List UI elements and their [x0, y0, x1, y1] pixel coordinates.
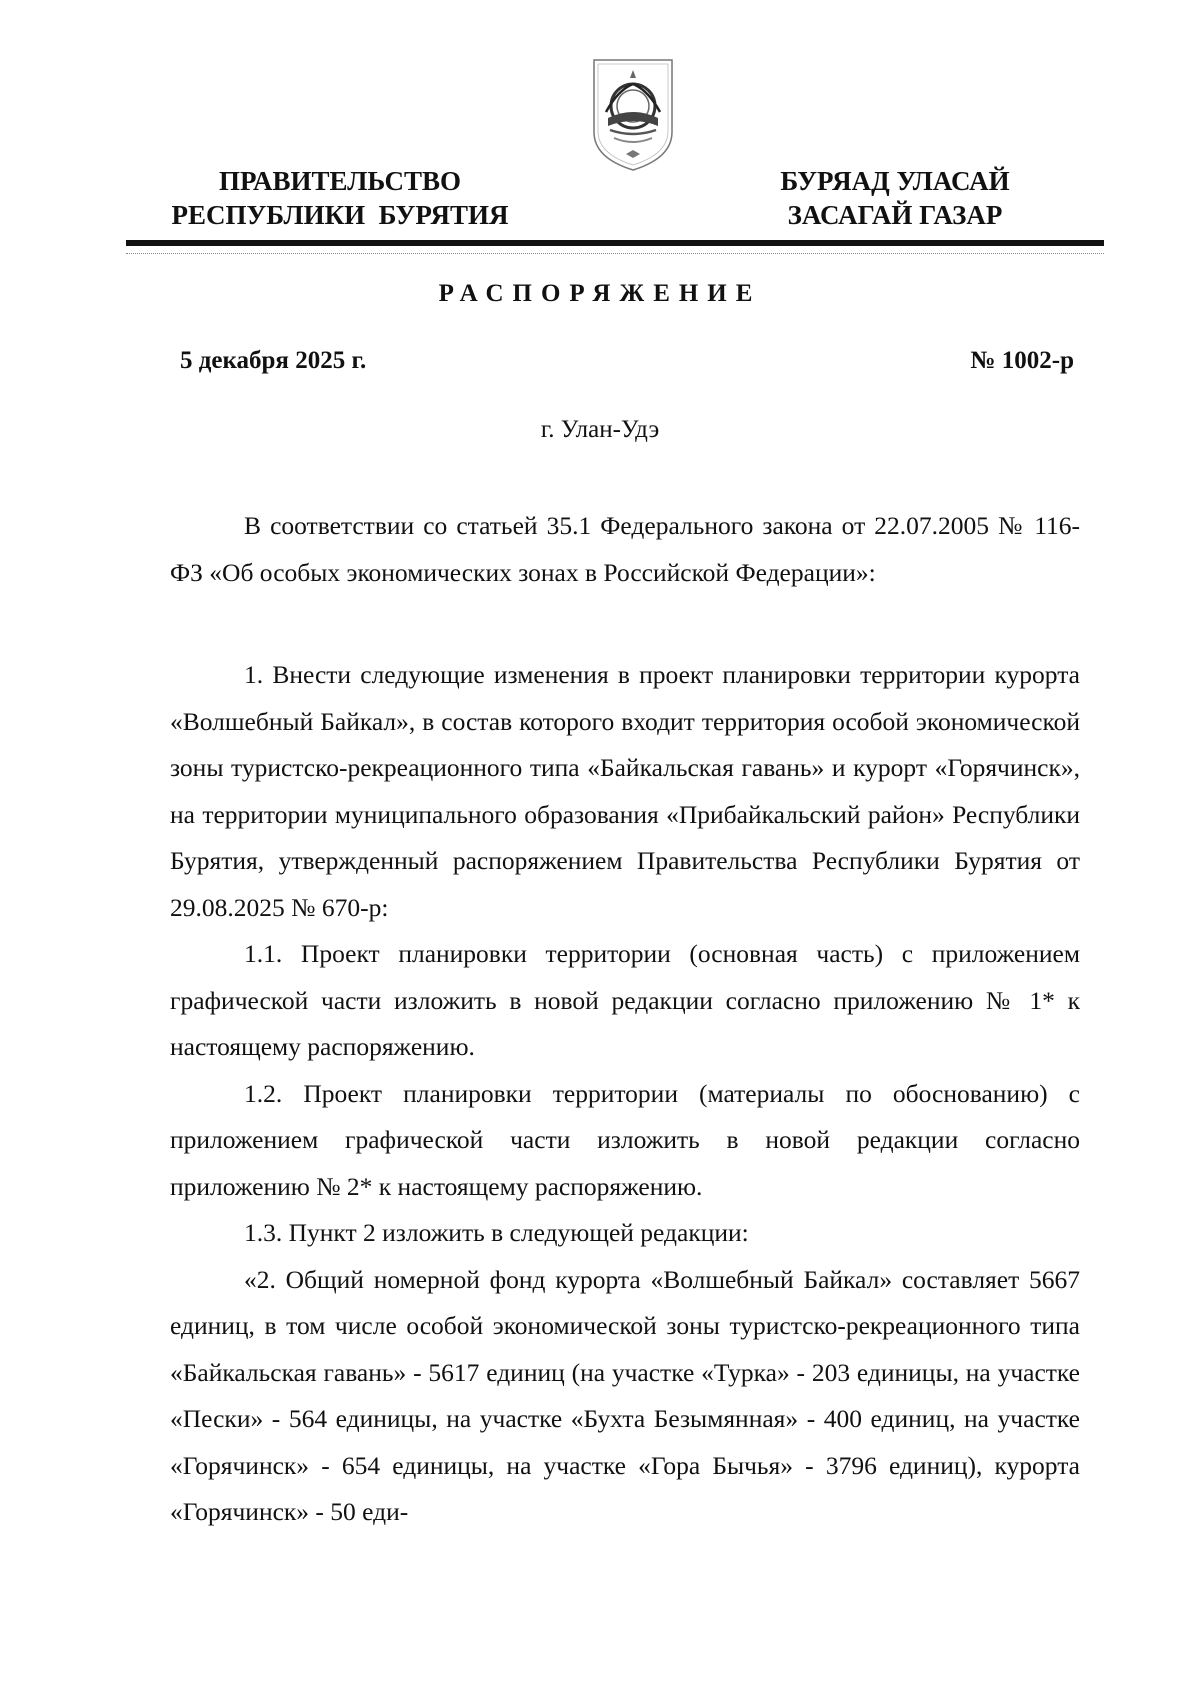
document-body	[170, 652, 1080, 1536]
document-date: 5 декабря 2025 г.	[180, 347, 367, 374]
paragraph-1-3: 1.3. Пункт 2 изложить в следующей редакции:	[244, 1218, 749, 1247]
document-number: № 1002-р	[970, 347, 1074, 374]
paragraph-1: 1. Внести следующие изменения в проект планировки территории курорта «Волшебный Байкал», в состав которого входит территория особой экономической зоны туристско-рекреационного типа «Байкальская гавань» и курорт «Горячинск», на территории муниципального образования «Прибайкальский район» Республики Бурятия, утвержденный распоряжением Правительства Республики Бурятия от 29.08.2025 № 670-р:	[170, 660, 1080, 922]
organization-name-russian	[150, 164, 530, 232]
header-divider-thin	[126, 253, 1104, 256]
preamble	[170, 503, 1080, 596]
org-ru-line-1: ПРАВИТЕЛЬСТВО	[218, 166, 462, 196]
header-divider-thick	[126, 240, 1104, 246]
document-city: г. Улан-Удэ	[540, 416, 660, 443]
paragraph-1-2: 1.2. Проект планировки территории (материалы по обоснованию) с приложением графической части изложить в новой редакции согласно приложению № 2* к настоящему распоряжению.	[170, 1078, 1080, 1201]
coat-of-arms-emblem	[588, 54, 678, 176]
organization-name-buryat	[760, 164, 1030, 232]
preamble-text: В соответствии со статьей 35.1 Федерального закона от 22.07.2005 № 116-ФЗ «Об особых экономических зонах в Российской Федерации»:	[170, 511, 1080, 587]
org-bu-line-2: ЗАСАГАЙ ГАЗАР	[787, 200, 1003, 230]
org-ru-line-2: РЕСПУБЛИКИ БУРЯТИЯ	[171, 200, 509, 230]
document-type-title: РАСПОРЯЖЕНИЕ	[438, 280, 762, 307]
org-bu-line-1: БУРЯАД УЛАСАЙ	[780, 166, 1010, 196]
paragraph-quoted-2: «2. Общий номерной фонд курорта «Волшебный Байкал» составляет 5667 единиц, в том числе особой экономической зоны туристско-рекреационного типа «Байкальская гавань» - 5617 единиц (на участке «Турка» - 203 единицы, на участке «Пески» - 564 единицы, на участке «Бухта Безымянная» - 400 единиц, на участке «Горячинск» - 654 единицы, на участке «Гора Бычья» - 3796 единиц), курорта «Горячинск» - 50 еди-	[170, 1264, 1080, 1526]
paragraph-1-1: 1.1. Проект планировки территории (основная часть) с приложением графической части изложить в новой редакции согласно приложению № 1* к настоящему распоряжению.	[170, 939, 1080, 1061]
